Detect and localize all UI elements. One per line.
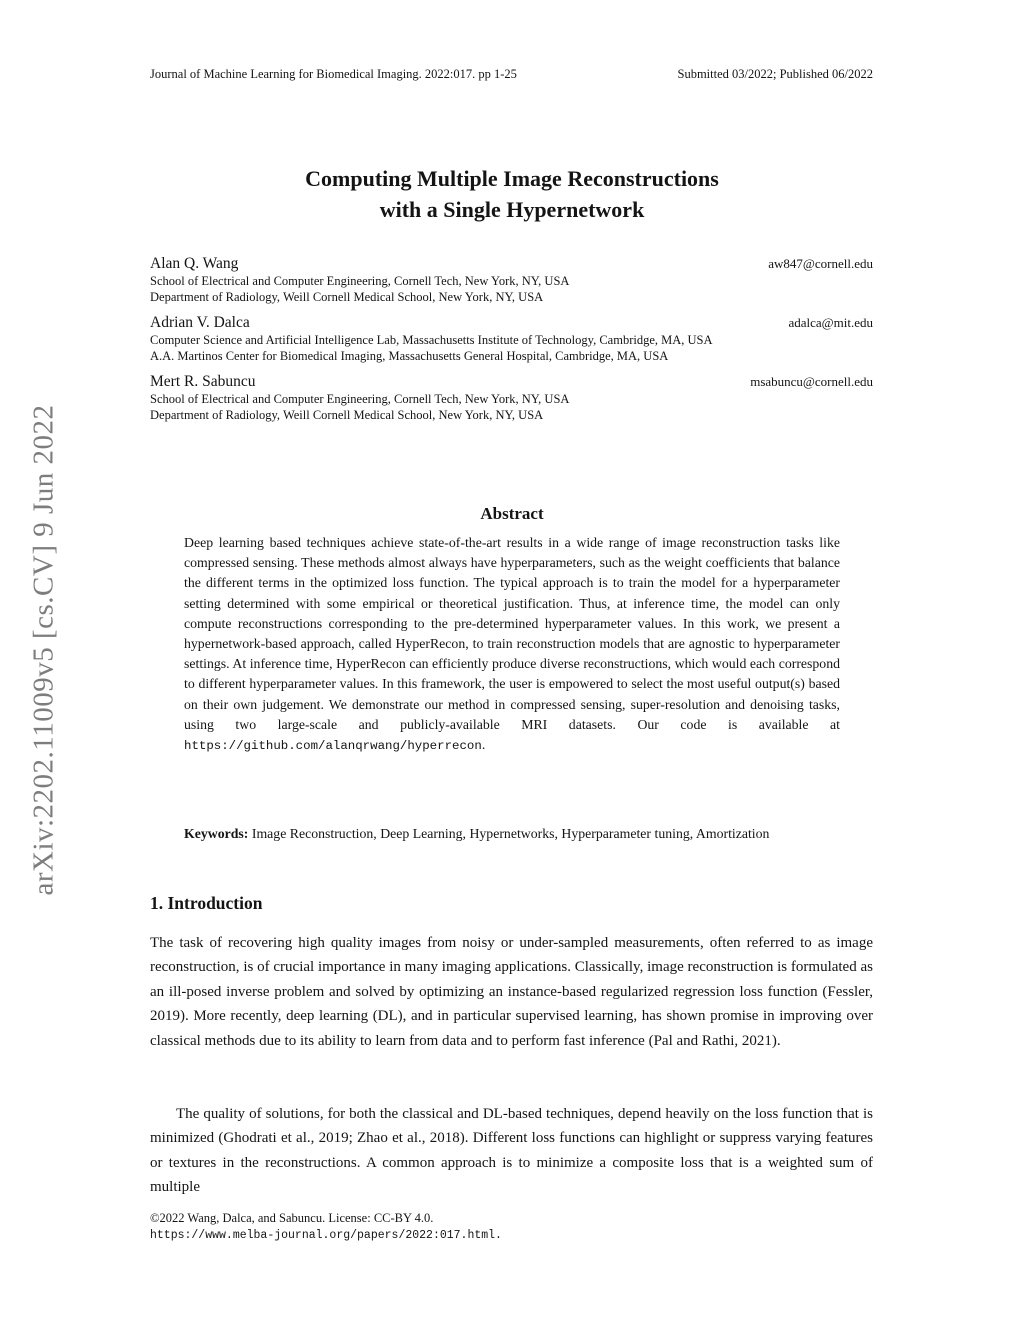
paper-title (0, 163, 1024, 225)
section-heading-introduction: 1. Introduction (150, 893, 263, 913)
journal-header-right: Submitted 03/2022; Published 06/2022 (677, 67, 873, 81)
author-row (150, 255, 873, 273)
author-name: Adrian V. Dalca (150, 314, 250, 331)
author-row (150, 314, 873, 332)
journal-paper-url[interactable]: https://www.melba-journal.org/papers/2022:017.html. (150, 1229, 502, 1242)
author-affiliation: School of Electrical and Computer Engineering, Cornell Tech, New York, NY, USA (150, 274, 570, 288)
abstract-text (184, 533, 840, 756)
abstract-heading: Abstract (480, 504, 544, 523)
author-affiliation: A.A. Martinos Center for Biomedical Imaging, Massachusetts General Hospital, Cambridge, MA, USA (150, 349, 669, 363)
page-footer (150, 1210, 502, 1244)
author-affiliation: Department of Radiology, Weill Cornell Medical School, New York, NY, USA (150, 290, 544, 304)
author-affiliation: Computer Science and Artificial Intelligence Lab, Massachusetts Institute of Technology, Cambridge, MA, USA (150, 333, 713, 347)
keywords-line (184, 824, 840, 844)
keywords-text: Image Reconstruction, Deep Learning, Hypernetworks, Hyperparameter tuning, Amortization (251, 826, 770, 841)
paper-title-line1: Computing Multiple Image Reconstructions (305, 166, 719, 191)
author-block-sabuncu (150, 373, 873, 423)
copyright-license-line: ©2022 Wang, Dalca, and Sabuncu. License: CC-BY 4.0. (150, 1211, 434, 1225)
arxiv-watermark: arXiv:2202.11009v5 [cs.CV] 9 Jun 2022 (27, 404, 60, 896)
author-block-wang (150, 255, 873, 305)
author-email: adalca@mit.edu (788, 315, 873, 330)
journal-header-left: Journal of Machine Learning for Biomedical Imaging. 2022:017. pp 1-25 (150, 67, 517, 81)
keywords-label: Keywords: (184, 826, 249, 841)
author-name: Mert R. Sabuncu (150, 373, 256, 390)
paper-title-line2: with a Single Hypernetwork (379, 197, 645, 222)
code-repository-link[interactable]: https://github.com/alanqrwang/hyperrecon (184, 739, 482, 754)
introduction-paragraph-2: The quality of solutions, for both the classical and DL-based techniques, depend heavily on the loss function that is minimized (Ghodrati et al., 2019; Zhao et al., 2018). Different loss functions can highlight or suppress varying features or textures in the reconstructions. A common approach is to minimize a composite loss that is a weighted sum of multiple (150, 1106, 873, 1196)
introduction-paragraph-1: The task of recovering high quality images from noisy or under-sampled measurements, often referred to as image reconstruction, is of crucial importance in many imaging applications. Classically, image reconstruction is formulated as an ill-posed inverse problem and solved by optimizing an instance-based regularized regression loss function (Fessler, 2019). More recently, deep learning (DL), and in particular supervised learning, has shown promise in improving over classical methods due to its ability to learn from data and to perform fast inference (Pal and Rathi, 2021). (150, 935, 873, 1049)
abstract-body-text: Deep learning based techniques achieve state-of-the-art results in a wide range of image reconstruction tasks like compressed sensing. These methods almost always have hyperparameters, such as the weight coefficients that balance the different terms in the optimized loss function. The typical approach is to train the model for a hyperparameter setting determined with some empirical or theoretical justification. Thus, at inference time, the model can only compute reconstructions corresponding to the pre-determined hyperparameter values. In this work, we present a hypernetwork-based approach, called HyperRecon, to train reconstruction models that are agnostic to hyperparameter settings. At inference time, HyperRecon can efficiently produce diverse reconstructions, which would each correspond to different hyperparameter values. In this framework, the user is empowered to select the most useful output(s) based on their own judgement. We demonstrate our method in compressed sensing, super-resolution and denoising tasks, using two large-scale and publicly-available MRI datasets. Our code is available at (184, 535, 840, 732)
abstract-period: . (481, 737, 486, 753)
author-affiliation: Department of Radiology, Weill Cornell Medical School, New York, NY, USA (150, 408, 544, 422)
author-block-dalca (150, 314, 873, 364)
author-row (150, 373, 873, 391)
author-affiliation: School of Electrical and Computer Engineering, Cornell Tech, New York, NY, USA (150, 392, 570, 406)
author-name: Alan Q. Wang (150, 255, 239, 272)
author-email: msabuncu@cornell.edu (750, 374, 873, 389)
author-email: aw847@cornell.edu (768, 256, 873, 271)
journal-header (150, 67, 873, 82)
author-block-list (150, 255, 873, 432)
